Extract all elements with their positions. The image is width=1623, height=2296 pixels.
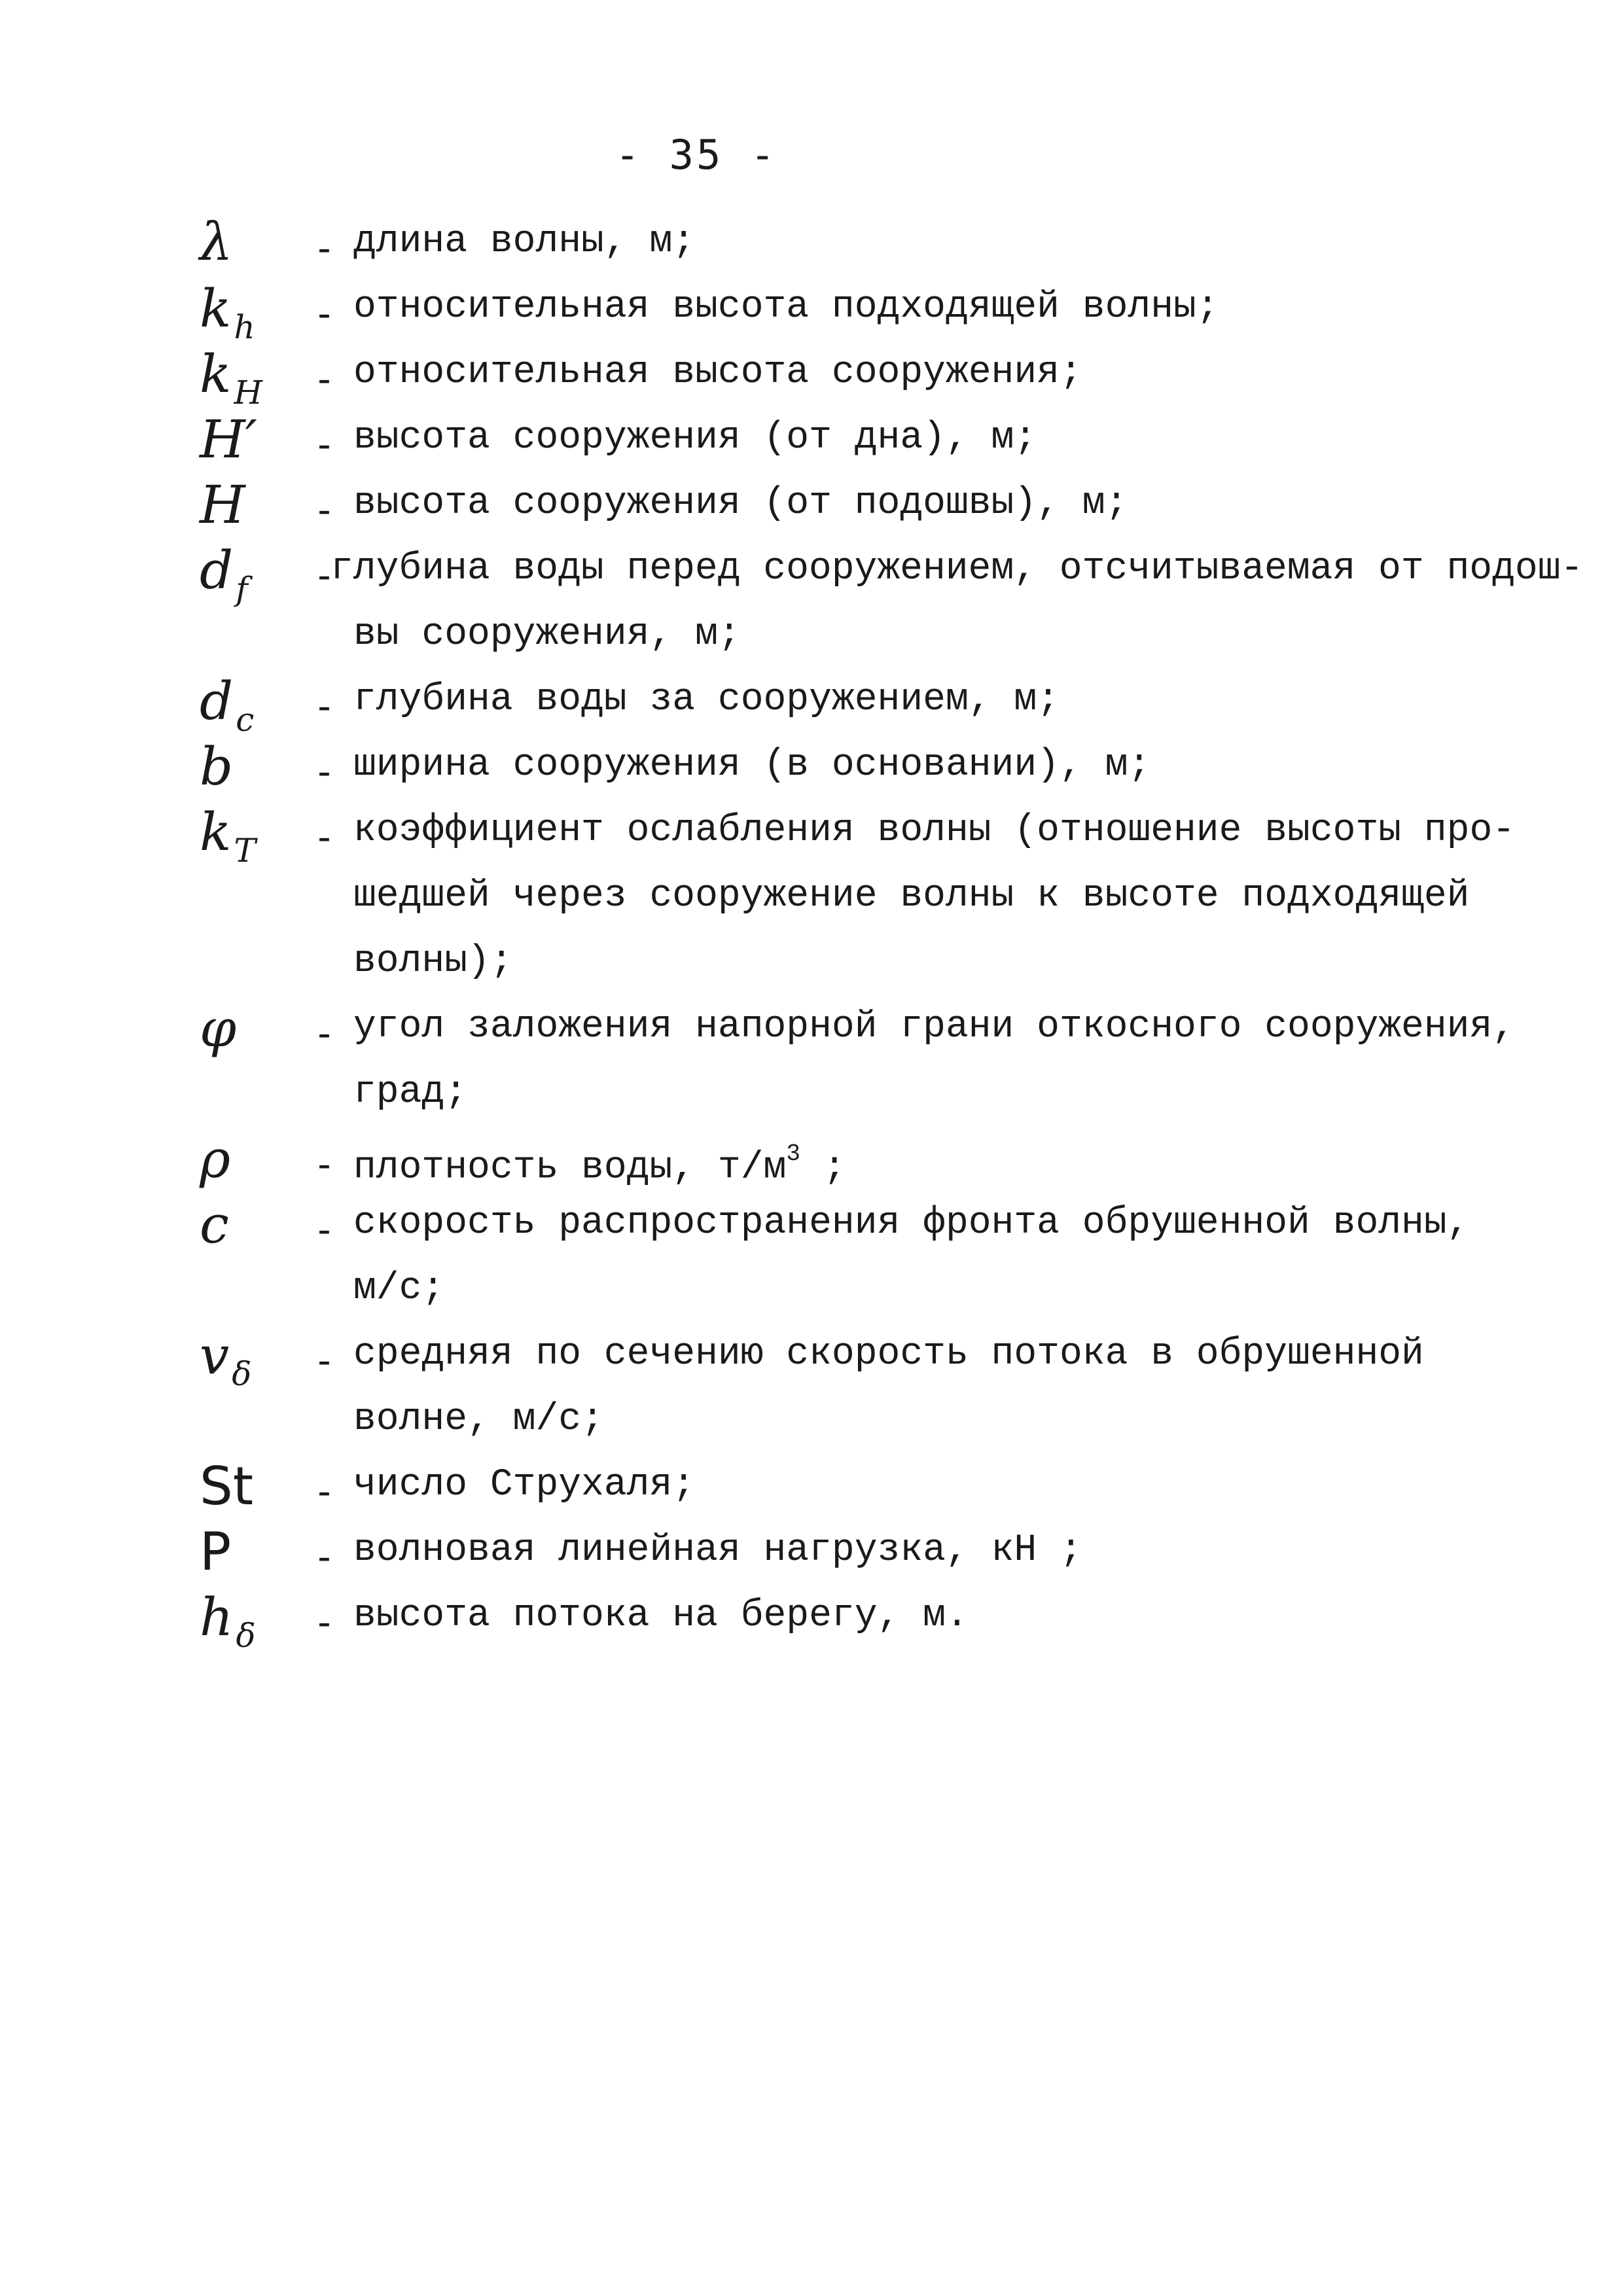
dash: -	[313, 553, 336, 597]
symbol: b	[200, 736, 234, 797]
dash: -	[313, 357, 336, 401]
symbol: $d_f$	[200, 540, 248, 608]
symbol: P	[200, 1521, 232, 1582]
definition: высота сооружения (от подошвы), м;	[353, 482, 1128, 525]
definition: волновая линейная нагрузка, кН ;	[353, 1529, 1082, 1572]
dash: -	[313, 815, 336, 859]
definition: глубина воды перед сооружением, отсчитываемая от подош- вы сооружения, м;	[330, 548, 1584, 656]
definition: высота сооружения (от дна), м;	[353, 417, 1037, 459]
dash: -	[313, 749, 336, 794]
dash: -	[313, 1142, 336, 1186]
dash: -	[313, 1534, 336, 1579]
symbol: φ	[200, 998, 237, 1059]
page-number: - 35 -	[615, 131, 777, 179]
definition: коэффициент ослабления волны (отношение высоты про- шедшей через сооружение волны к высоте подходящей волны);	[353, 809, 1516, 983]
dash: -	[313, 226, 336, 270]
dash: -	[313, 1207, 336, 1252]
definition: длина волны, м;	[353, 221, 696, 263]
dash: -	[313, 1011, 336, 1055]
dash: -	[313, 1600, 336, 1644]
definition: скорость распространения фронта обрушенной волны, м/с;	[353, 1202, 1470, 1310]
dash: -	[313, 422, 336, 467]
symbol: $k_T$	[200, 802, 256, 870]
definition: высота потока на берегу, м.	[353, 1595, 969, 1637]
definition: глубина воды за сооружением, м;	[353, 679, 1060, 721]
dash: -	[313, 684, 336, 728]
symbol: $k_h$	[200, 278, 255, 346]
definition: ширина сооружения (в основании), м;	[353, 744, 1151, 786]
definition: средняя по сечению скорость потока в обрушенной волне, м/с;	[353, 1333, 1424, 1441]
symbol: ρ	[200, 1129, 231, 1190]
symbol: H′	[200, 409, 257, 470]
dash: -	[313, 1338, 336, 1383]
definition: плотность воды, $т/м^3$ ;	[353, 1140, 846, 1190]
definition: число Струхаля;	[353, 1464, 696, 1506]
symbol: λ	[200, 211, 233, 272]
symbol: H	[200, 474, 245, 535]
symbol: $d_c$	[200, 671, 255, 739]
symbol: $h_\delta$	[200, 1587, 256, 1655]
dash: -	[313, 1469, 336, 1513]
definition: угол заложения напорной грани откосного сооружения, град;	[353, 1006, 1516, 1114]
symbol: $k_H$	[200, 344, 263, 412]
dash: -	[313, 291, 336, 336]
symbol: St	[200, 1456, 254, 1517]
definition: относительная высота подходящей волны;	[353, 286, 1219, 328]
symbol: c	[200, 1194, 229, 1255]
dash: -	[313, 487, 336, 532]
definition: относительная высота сооружения;	[353, 351, 1082, 394]
symbol: $v_\delta$	[200, 1325, 252, 1393]
